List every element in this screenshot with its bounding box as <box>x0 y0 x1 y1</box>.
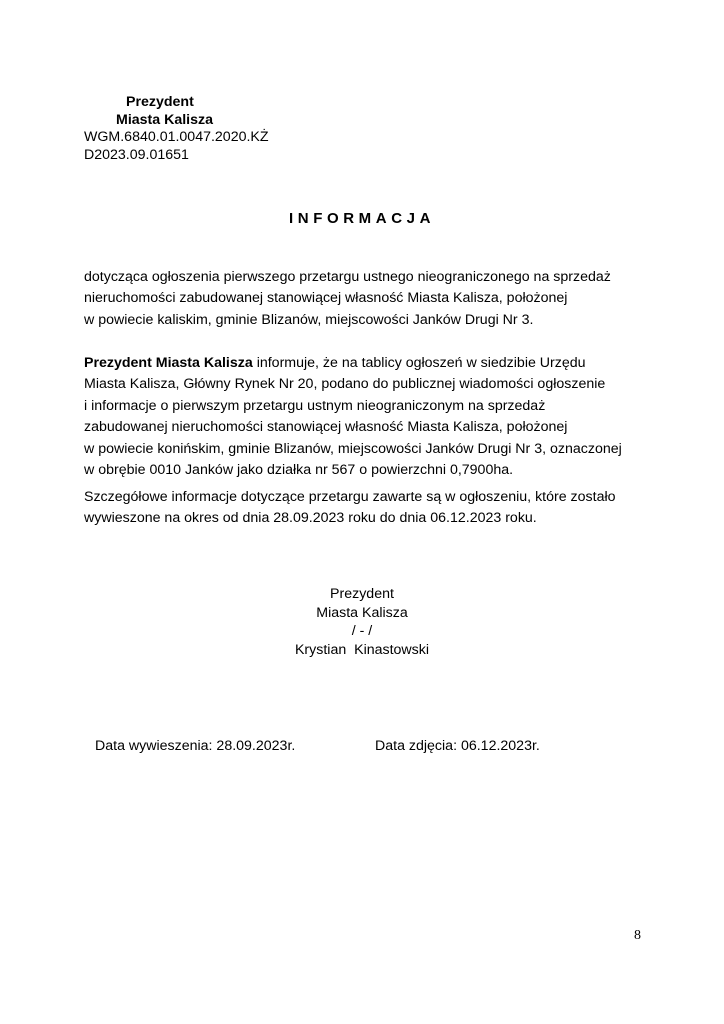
body-lead-bold: Prezydent Miasta Kalisza <box>84 355 253 371</box>
document-id: D2023.09.01651 <box>84 147 189 163</box>
signature-mark: / - / <box>351 623 373 639</box>
signatory-name: Krystian Kinastowski <box>294 641 430 658</box>
intro-line: dotycząca ogłoszenia pierwszego przetargu ustnego nieograniczonego na sprzedaż <box>84 269 611 285</box>
signature-title-line-1: Prezydent <box>330 586 394 602</box>
body-line: w powiecie konińskim, gminie Blizanów, miejscowości Janków Drugi Nr 3, oznaczonej <box>84 440 622 457</box>
intro-line: nieruchomości zabudowanej stanowiącej własność Miasta Kalisza, położonej <box>84 290 568 307</box>
details-line: Szczegółowe informacje dotyczące przetargu zawarte są w ogłoszeniu, które zostało <box>84 489 616 505</box>
intro-paragraph <box>84 267 644 331</box>
posted-date: Data wywieszenia: 28.09.2023r. <box>95 738 296 754</box>
issuer-line-1: Prezydent <box>126 94 194 110</box>
body-lead-line <box>84 353 644 374</box>
issuer-line-2: Miasta Kalisza <box>116 112 213 128</box>
details-paragraph <box>84 487 644 530</box>
removed-date: Data zdjęcia: 06.12.2023r. <box>375 738 540 754</box>
reference-number: WGM.6840.01.0047.2020.KŻ <box>84 129 269 145</box>
signature-title-line-2: Miasta Kalisza <box>316 604 408 621</box>
body-line: w obrębie 0010 Janków jako działka nr 567 o powierzchni 0,7900ha. <box>84 462 514 479</box>
body-lead-rest: informuje, że na tablicy ogłoszeń w siedzibie Urzędu <box>252 355 586 371</box>
signature-block <box>262 585 462 659</box>
intro-line: w powiecie kaliskim, gminie Blizanów, miejscowości Janków Drugi Nr 3. <box>84 311 534 328</box>
body-paragraph <box>84 353 644 481</box>
body-line: zabudowanej nieruchomości stanowiącej własność Miasta Kalisza, położonej <box>84 419 568 436</box>
details-line: wywieszone na okres od dnia 28.09.2023 roku do dnia 06.12.2023 roku. <box>84 510 537 527</box>
page-number: 8 <box>634 928 641 943</box>
body-line: i informacje o pierwszym przetargu ustnym nieograniczonym na sprzedaż <box>84 397 546 414</box>
body-line: Miasta Kalisza, Główny Rynek Nr 20, podano do publicznej wiadomości ogłoszenie <box>84 376 606 393</box>
page-title: INFORMACJA <box>289 210 435 227</box>
